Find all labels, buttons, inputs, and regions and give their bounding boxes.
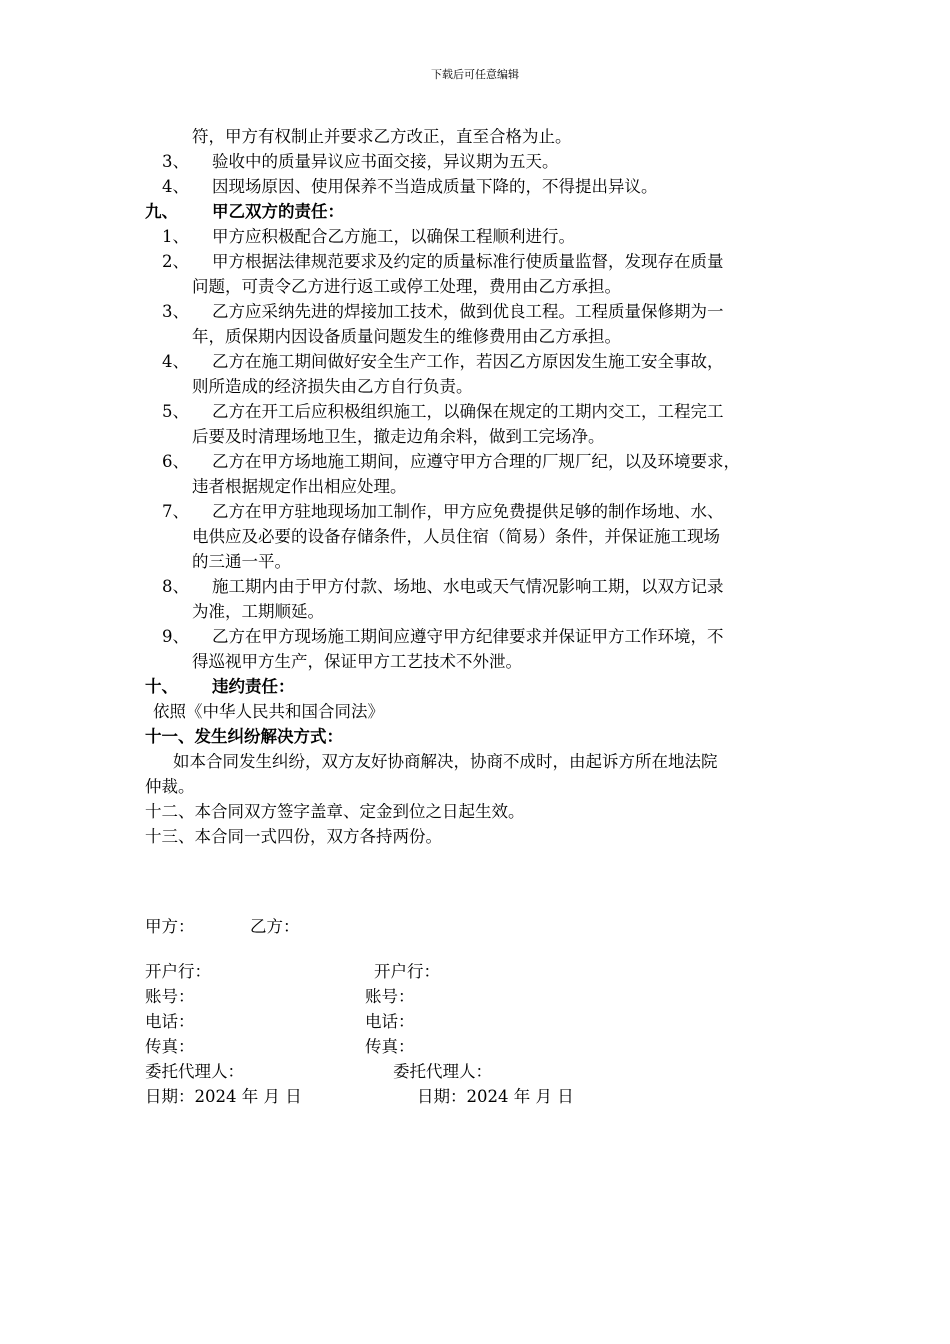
list-item <box>145 624 825 649</box>
item-number: 9、 <box>162 627 189 646</box>
bank-b-label: 开户行： <box>374 962 440 981</box>
contract-body <box>145 124 825 1109</box>
item-text: 甲方应积极配合乙方施工，以确保工程顺利进行。 <box>212 227 575 246</box>
list-item <box>145 299 825 324</box>
party-a-label: 甲方： <box>145 917 195 936</box>
item-text: 施工期内由于甲方付款、场地、水电或天气情况影响工期，以双方记录 <box>212 577 724 596</box>
list-item <box>145 449 825 474</box>
date-b-label: 日期：2024 年 月 日 <box>417 1087 574 1106</box>
account-a-label: 账号： <box>145 987 195 1006</box>
section-text: 依照《中华人民共和国合同法》 <box>153 702 384 721</box>
list-item <box>145 574 825 599</box>
item-continuation: 则所造成的经济损失由乙方自行负责。 <box>192 377 473 396</box>
item-number: 5、 <box>162 402 189 421</box>
item-text: 乙方应采纳先进的焊接加工技术，做到优良工程。工程质量保修期为一 <box>212 302 724 321</box>
fax-row <box>145 1034 825 1059</box>
bank-row <box>145 959 825 984</box>
item-continuation: 电供应及必要的设备存储条件，人员住宿（简易）条件，并保证施工现场 <box>192 527 720 546</box>
item-continuation: 年，质保期内因设备质量问题发生的维修费用由乙方承担。 <box>192 327 621 346</box>
signature-parties <box>145 914 825 939</box>
item-number: 2、 <box>162 252 189 271</box>
item-number: 1、 <box>162 227 189 246</box>
list-item <box>145 149 825 174</box>
item-text: 乙方在甲方驻地现场加工制作，甲方应免费提供足够的制作场地、水、 <box>212 502 724 521</box>
item-number: 7、 <box>162 502 189 521</box>
item-text: 乙方在施工期间做好安全生产工作，若因乙方原因发生施工安全事故， <box>212 352 724 371</box>
item-number: 3、 <box>162 302 189 321</box>
item-text: 乙方在甲方现场施工期间应遵守甲方纪律要求并保证甲方工作环境，不 <box>212 627 724 646</box>
item-continuation: 违者根据规定作出相应处理。 <box>192 477 407 496</box>
fax-b-label: 传真： <box>365 1037 415 1056</box>
phone-b-label: 电话： <box>365 1012 415 1031</box>
item-text: 因现场原因、使用保养不当造成质量下降的，不得提出异议。 <box>212 177 658 196</box>
item-text: 乙方在开工后应积极组织施工，以确保在规定的工期内交工，工程完工 <box>212 402 724 421</box>
section-heading-10 <box>145 674 825 699</box>
item-text: 乙方在甲方场地施工期间，应遵守甲方合理的厂规厂纪，以及环境要求， <box>212 452 740 471</box>
list-item <box>145 174 825 199</box>
bank-a-label: 开户行： <box>145 962 211 981</box>
list-item <box>145 349 825 374</box>
page-header: 下载后可任意编辑 <box>431 68 519 81</box>
account-row <box>145 984 825 1009</box>
phone-row <box>145 1009 825 1034</box>
item-number: 3、 <box>162 152 189 171</box>
agent-a-label: 委托代理人： <box>145 1062 244 1081</box>
section-12: 十二、本合同双方签字盖章、定金到位之日起生效。 <box>145 802 525 821</box>
list-item <box>145 399 825 424</box>
section-title: 甲乙双方的责任： <box>212 202 344 221</box>
list-item <box>145 224 825 249</box>
item-continuation: 的三通一平。 <box>192 552 291 571</box>
item-number: 6、 <box>162 452 189 471</box>
item-continuation: 后要及时清理场地卫生，撤走边角余料，做到工完场净。 <box>192 427 605 446</box>
party-b-label: 乙方： <box>250 917 300 936</box>
item-text: 验收中的质量异议应书面交接，异议期为五天。 <box>212 152 559 171</box>
item-text: 甲方根据法律规范要求及约定的质量标准行使质量监督，发现存在质量 <box>212 252 724 271</box>
item-number: 8、 <box>162 577 189 596</box>
agent-b-label: 委托代理人： <box>393 1062 492 1081</box>
section-text: 仲裁。 <box>145 777 195 796</box>
account-b-label: 账号： <box>365 987 415 1006</box>
section-heading-11: 十一、发生纠纷解决方式： <box>145 727 343 746</box>
phone-a-label: 电话： <box>145 1012 195 1031</box>
section-13: 十三、本合同一式四份，双方各持两份。 <box>145 827 442 846</box>
list-item <box>145 499 825 524</box>
item-continuation: 问题，可责令乙方进行返工或停工处理，费用由乙方承担。 <box>192 277 621 296</box>
date-row <box>145 1084 825 1109</box>
item-number: 4、 <box>162 352 189 371</box>
list-item <box>145 249 825 274</box>
agent-row <box>145 1059 825 1084</box>
clause-line: 符，甲方有权制止并要求乙方改正，直至合格为止。 <box>192 127 572 146</box>
section-number: 九、 <box>145 202 178 221</box>
section-number: 十、 <box>145 677 178 696</box>
item-continuation: 为准，工期顺延。 <box>192 602 324 621</box>
fax-a-label: 传真： <box>145 1037 195 1056</box>
section-title: 违约责任： <box>212 677 295 696</box>
date-a-label: 日期：2024 年 月 日 <box>145 1087 302 1106</box>
item-continuation: 得巡视甲方生产，保证甲方工艺技术不外泄。 <box>192 652 522 671</box>
section-heading-9 <box>145 199 825 224</box>
item-number: 4、 <box>162 177 189 196</box>
section-text: 如本合同发生纠纷，双方友好协商解决，协商不成时，由起诉方所在地法院 <box>173 752 718 771</box>
